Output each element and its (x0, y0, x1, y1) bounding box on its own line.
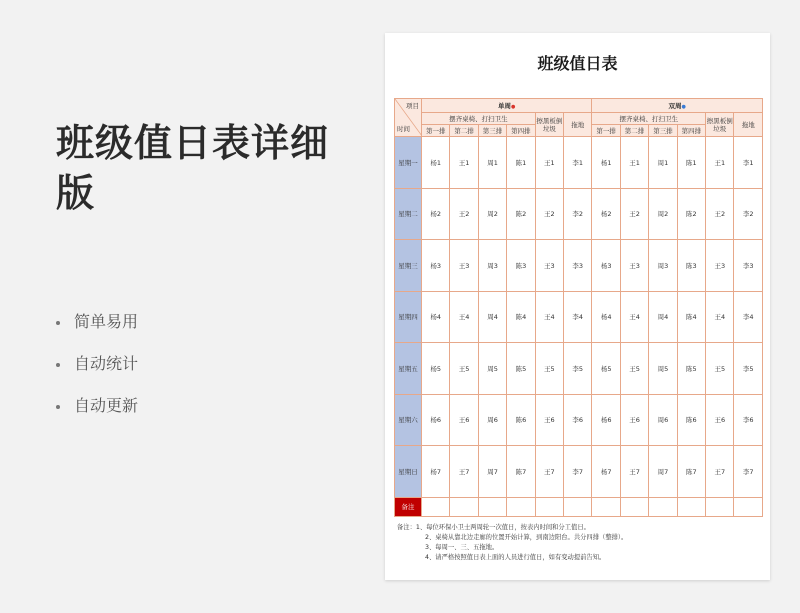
day-label: 星期四 (395, 291, 422, 343)
note-item: 3、每周一、三、五拖地。 (425, 544, 499, 551)
row-header: 第四排 (677, 125, 705, 137)
duty-cell: 李6 (734, 394, 763, 446)
day-label: 星期日 (395, 446, 422, 498)
duty-cell: 王5 (620, 343, 648, 395)
duty-cell: 周7 (478, 446, 506, 498)
duty-cell: 周5 (478, 343, 506, 395)
bullet-icon (56, 363, 60, 367)
duty-cell: 王7 (535, 446, 563, 498)
duty-cell: 李1 (564, 137, 592, 189)
note-item: 4、请严格按照值日表上面的人员进行值日，如有变动提前告知。 (425, 554, 606, 561)
note-cell (564, 497, 592, 516)
duty-cell: 周2 (649, 188, 677, 240)
row-header: 第二排 (450, 125, 478, 137)
duty-cell: 杨5 (422, 343, 450, 395)
duty-cell: 王5 (535, 343, 563, 395)
duty-cell: 王2 (535, 188, 563, 240)
note-cell (620, 497, 648, 516)
bullet-icon (56, 405, 60, 409)
row-header: 第一排 (592, 125, 620, 137)
duty-cell: 李3 (564, 240, 592, 292)
duty-cell: 周4 (649, 291, 677, 343)
row-header: 第一排 (422, 125, 450, 137)
duty-cell: 王3 (450, 240, 478, 292)
duty-cell: 杨5 (592, 343, 620, 395)
duty-cell: 王7 (450, 446, 478, 498)
duty-cell: 杨4 (592, 291, 620, 343)
duty-cell: 陈3 (507, 240, 535, 292)
duty-cell: 杨3 (592, 240, 620, 292)
duty-cell: 周1 (649, 137, 677, 189)
duty-table (394, 98, 763, 517)
feature-item: 简单易用 (56, 308, 138, 350)
duty-cell: 李4 (564, 291, 592, 343)
sheet-title: 班级值日表 (537, 54, 618, 73)
note-cell (450, 497, 478, 516)
duty-cell: 王6 (706, 394, 734, 446)
duty-cell: 杨2 (422, 188, 450, 240)
duty-cell: 周2 (478, 188, 506, 240)
duty-cell: 王4 (706, 291, 734, 343)
duty-cell: 陈2 (507, 188, 535, 240)
feature-item: 自动统计 (56, 350, 138, 392)
note-cell (592, 497, 620, 516)
table-row (395, 240, 763, 292)
duty-cell: 杨6 (592, 394, 620, 446)
task-board-header: 擦黑板倒垃圾 (535, 113, 563, 137)
duty-cell: 陈6 (677, 394, 705, 446)
corner-header: 项目 时间 (395, 99, 422, 137)
note-cell (535, 497, 563, 516)
table-row (395, 446, 763, 498)
row-header: 第二排 (620, 125, 648, 137)
row-header: 第三排 (478, 125, 506, 137)
duty-cell: 周4 (478, 291, 506, 343)
note-item: 备注：1、每位环保小卫士两周轮一次值日，按表内时间和分工值日。 (397, 524, 590, 531)
duty-cell: 李5 (564, 343, 592, 395)
duty-cell: 陈6 (507, 394, 535, 446)
task-group-header: 摆齐桌椅、打扫卫生 (592, 113, 706, 125)
note-cell (507, 497, 535, 516)
duty-cell: 王4 (620, 291, 648, 343)
day-label: 星期二 (395, 188, 422, 240)
duty-cell: 周1 (478, 137, 506, 189)
duty-cell: 王6 (535, 394, 563, 446)
duty-cell: 王1 (706, 137, 734, 189)
duty-cell: 陈5 (677, 343, 705, 395)
duty-cell: 王2 (620, 188, 648, 240)
duty-cell: 陈7 (507, 446, 535, 498)
duty-cell: 周3 (478, 240, 506, 292)
duty-cell: 王6 (620, 394, 648, 446)
duty-cell: 王6 (450, 394, 478, 446)
note-cell (649, 497, 677, 516)
duty-cell: 陈7 (677, 446, 705, 498)
duty-cell: 王3 (620, 240, 648, 292)
duty-cell: 杨7 (422, 446, 450, 498)
duty-cell: 李1 (734, 137, 763, 189)
duty-cell: 李7 (564, 446, 592, 498)
duty-cell: 周6 (649, 394, 677, 446)
duty-cell: 李5 (734, 343, 763, 395)
task-mop-header: 拖地 (734, 113, 763, 137)
duty-cell: 陈2 (677, 188, 705, 240)
row-header: 第三排 (649, 125, 677, 137)
duty-cell: 杨4 (422, 291, 450, 343)
feature-list (56, 308, 138, 434)
note-cell (734, 497, 763, 516)
duty-cell: 周5 (649, 343, 677, 395)
task-group-header: 摆齐桌椅、打扫卫生 (422, 113, 536, 125)
duty-cell: 王7 (706, 446, 734, 498)
table-row (395, 343, 763, 395)
duty-cell: 李6 (564, 394, 592, 446)
table-row (395, 188, 763, 240)
duty-cell: 王1 (450, 137, 478, 189)
table-row (395, 137, 763, 189)
day-label: 星期三 (395, 240, 422, 292)
row-header: 第四排 (507, 125, 535, 137)
duty-cell: 王1 (535, 137, 563, 189)
duty-cell: 王7 (620, 446, 648, 498)
duty-cell: 杨7 (592, 446, 620, 498)
duty-cell: 杨1 (592, 137, 620, 189)
duty-cell: 王5 (450, 343, 478, 395)
note-item: 2、桌椅从靠北边走廊的位置开始计算，到南边阳台。共分四排（整排）。 (425, 534, 628, 541)
duty-cell: 周6 (478, 394, 506, 446)
feature-item: 自动更新 (56, 392, 138, 434)
duty-cell: 陈3 (677, 240, 705, 292)
duty-cell: 杨3 (422, 240, 450, 292)
duty-cell: 杨6 (422, 394, 450, 446)
note-cell (706, 497, 734, 516)
note-cell (677, 497, 705, 516)
duty-cell: 李2 (734, 188, 763, 240)
duty-cell: 王2 (450, 188, 478, 240)
duty-cell: 杨1 (422, 137, 450, 189)
duty-sheet-preview (385, 33, 770, 580)
note-cell (422, 497, 450, 516)
dot-icon: ● (681, 104, 686, 110)
duty-cell: 王4 (450, 291, 478, 343)
duty-cell: 李2 (564, 188, 592, 240)
day-label: 星期六 (395, 394, 422, 446)
day-label: 星期一 (395, 137, 422, 189)
duty-cell: 王3 (706, 240, 734, 292)
duty-cell: 周7 (649, 446, 677, 498)
promo-title: 班级值日表详细版 (56, 121, 330, 215)
duty-cell: 李4 (734, 291, 763, 343)
notes-list (397, 523, 757, 563)
table-row (395, 291, 763, 343)
duty-cell: 王1 (620, 137, 648, 189)
duty-cell: 王4 (535, 291, 563, 343)
duty-cell: 王5 (706, 343, 734, 395)
task-board-header: 擦黑板倒垃圾 (706, 113, 734, 137)
duty-cell: 王2 (706, 188, 734, 240)
duty-cell: 杨2 (592, 188, 620, 240)
dot-icon: ● (511, 104, 516, 110)
duty-cell: 陈5 (507, 343, 535, 395)
day-label: 星期五 (395, 343, 422, 395)
note-cell (478, 497, 506, 516)
duty-cell: 周3 (649, 240, 677, 292)
duty-cell: 陈4 (677, 291, 705, 343)
duty-cell: 王3 (535, 240, 563, 292)
single-week-header: 单周● (422, 99, 592, 113)
duty-cell: 陈1 (677, 137, 705, 189)
table-row (395, 394, 763, 446)
double-week-header: 双周● (592, 99, 763, 113)
task-mop-header: 拖地 (564, 113, 592, 137)
note-label: 备注 (395, 497, 422, 516)
duty-cell: 李3 (734, 240, 763, 292)
duty-cell: 李7 (734, 446, 763, 498)
bullet-icon (56, 321, 60, 325)
duty-cell: 陈1 (507, 137, 535, 189)
duty-cell: 陈4 (507, 291, 535, 343)
